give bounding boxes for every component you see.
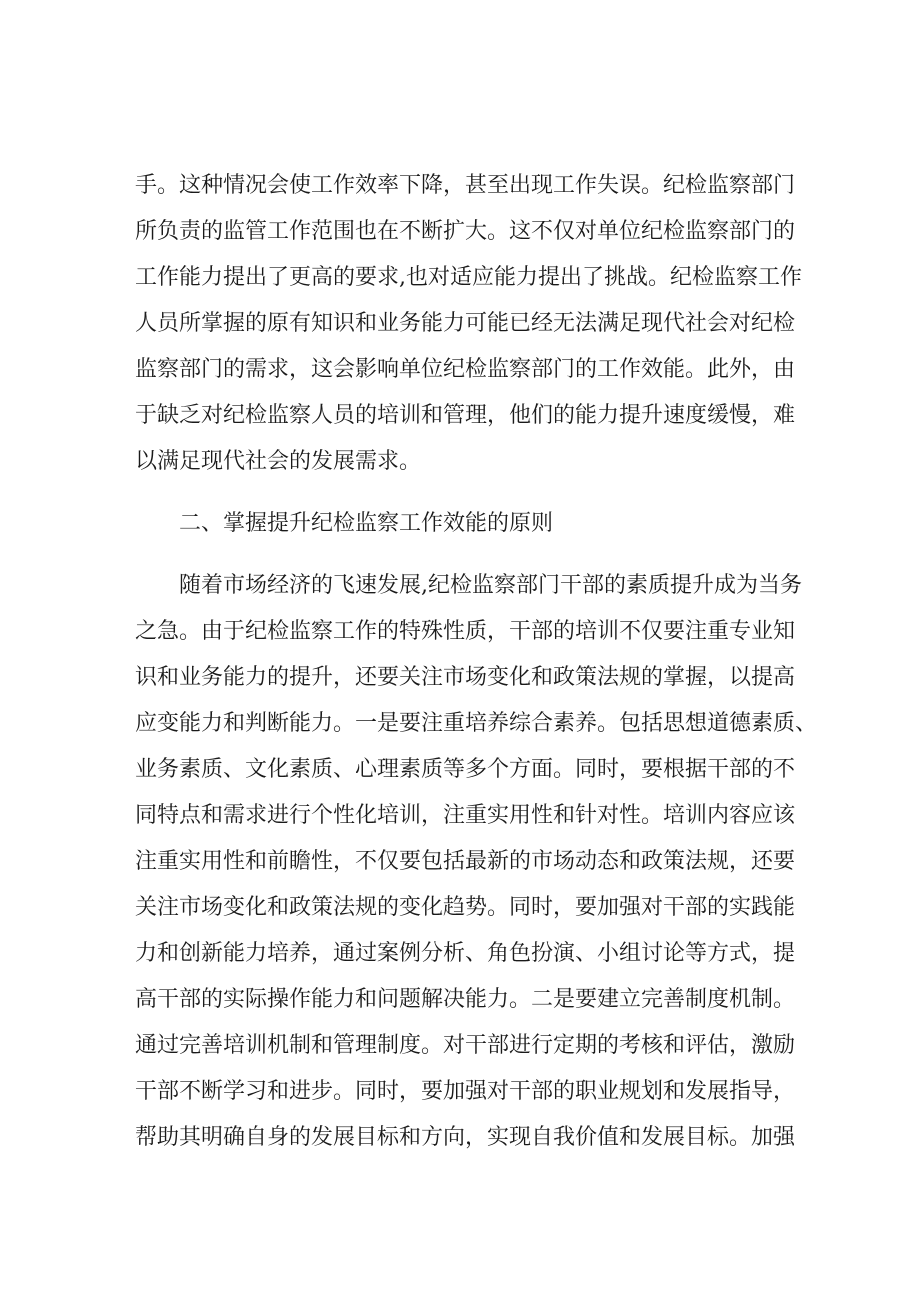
text-line: 以满足现代社会的发展需求。	[135, 449, 422, 474]
text-line: 注重实用性和前瞻性，不仅要包括最新的市场动态和政策法规，还要	[135, 849, 796, 874]
text-line: 识和业务能力的提升，还要关注市场变化和政策法规的掌握，以提高	[135, 665, 796, 690]
text-line: 业务素质、文化素质、心理素质等多个方面。同时，要根据干部的不	[135, 757, 796, 782]
text-line: 随着市场经济的飞速发展,纪检监察部门干部的素质提升成为当务	[179, 573, 802, 598]
paragraph-principles	[135, 563, 818, 1161]
text-line: 工作能力提出了更高的要求,也对适应能力提出了挑战。纪检监察工作	[135, 265, 802, 290]
text-line: 手。这种情况会使工作效率下降，甚至出现工作失误。纪检监察部门	[135, 173, 796, 198]
paragraph-continuation	[135, 163, 802, 485]
paragraph-gap	[135, 485, 790, 501]
text-line: 力和创新能力培养，通过案例分析、角色扮演、小组讨论等方式，提	[135, 941, 796, 966]
text-line: 所负责的监管工作范围也在不断扩大。这不仅对单位纪检监察部门的	[135, 219, 796, 244]
text-line: 人员所掌握的原有知识和业务能力可能已经无法满足现代社会对纪检	[135, 311, 796, 336]
document-body	[135, 163, 818, 1161]
text-line: 高干部的实际操作能力和问题解决能力。二是要建立完善制度机制。	[135, 987, 796, 1012]
text-line: 之急。由于纪检监察工作的特殊性质，干部的培训不仅要注重专业知	[135, 619, 796, 644]
text-line: 干部不断学习和进步。同时，要加强对干部的职业规划和发展指导，	[135, 1079, 796, 1104]
section-heading: 二、掌握提升纪检监察工作效能的原则	[179, 511, 554, 536]
text-line: 帮助其明确自身的发展目标和方向，实现自我价值和发展目标。加强	[135, 1125, 796, 1150]
text-line: 应变能力和判断能力。一是要注重培养综合素养。包括思想道德素质、	[135, 711, 818, 736]
text-line: 通过完善培训机制和管理制度。对干部进行定期的考核和评估，激励	[135, 1033, 796, 1058]
text-line: 同特点和需求进行个性化培训，注重实用性和针对性。培训内容应该	[135, 803, 796, 828]
text-line: 监察部门的需求，这会影响单位纪检监察部门的工作效能。此外，由	[135, 357, 796, 382]
text-line: 于缺乏对纪检监察人员的培训和管理，他们的能力提升速度缓慢，难	[135, 403, 796, 428]
text-line: 关注市场变化和政策法规的变化趋势。同时，要加强对干部的实践能	[135, 895, 796, 920]
paragraph-gap	[135, 547, 790, 563]
